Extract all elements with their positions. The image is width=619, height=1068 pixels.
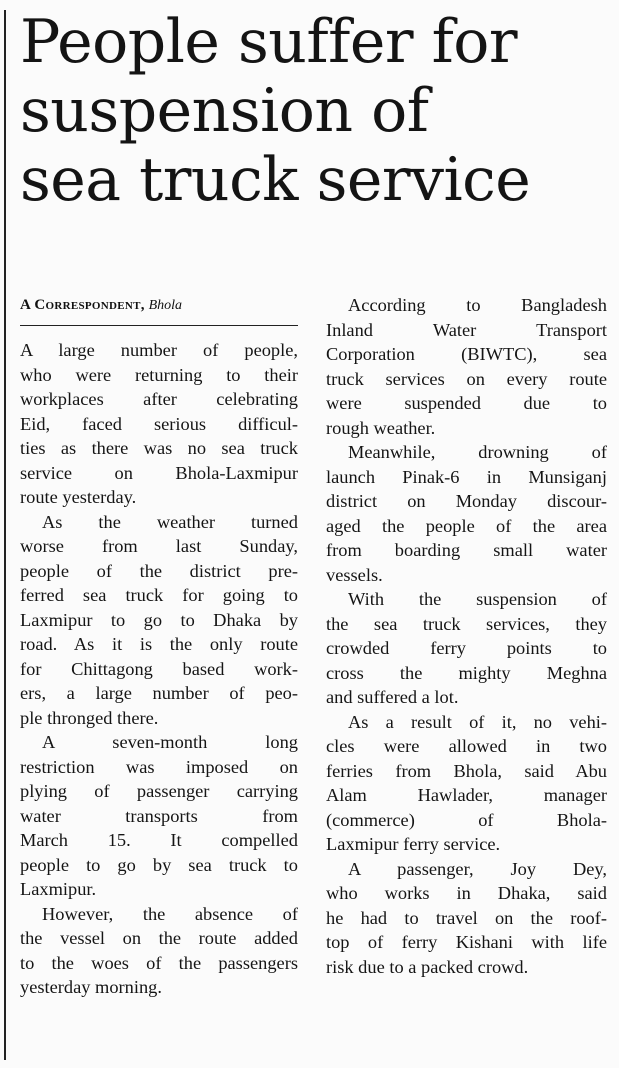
- article-text-line: cles were allowed in two: [326, 736, 607, 756]
- article-text-line: service on Bhola-Laxmipur: [20, 462, 298, 483]
- article-text-line: risk due to a packed crowd.: [326, 956, 529, 977]
- article-text-line: A large number of people,: [20, 340, 298, 360]
- article-text-line: aged the people of the area: [326, 515, 607, 536]
- article-text-line: and suffered a lot.: [326, 687, 459, 707]
- headline-line: suspension of: [20, 76, 429, 146]
- byline-name: A Correspondent,: [20, 297, 145, 313]
- article-text-line: As a result of it, no vehi-: [348, 711, 607, 732]
- article-text-line: Corporation (BIWTC), sea: [326, 344, 607, 364]
- article-text-line: ties as there was no sea truck: [20, 438, 298, 458]
- article-text-line: ple thronged there.: [20, 707, 159, 728]
- article-text-line: restriction was imposed on: [20, 756, 298, 777]
- article-text-line: ferries from Bhola, said Abu: [326, 760, 607, 781]
- article-text-line: ers, a large number of peo-: [20, 683, 298, 703]
- article-text-line: A seven-month long: [42, 732, 298, 752]
- article-text-line: who were returning to their: [20, 364, 298, 385]
- article-text-line: water transports from: [20, 805, 298, 826]
- article-text-line: from boarding small water: [326, 540, 607, 560]
- article-text-line: According to Bangladesh: [348, 295, 607, 315]
- article-text-line: district on Monday discour-: [326, 491, 607, 511]
- byline-place: Bhola: [148, 298, 183, 313]
- article-text-line: Meanwhile, drowning of: [348, 442, 607, 462]
- byline: [20, 295, 298, 316]
- article-text-line: However, the absence of: [42, 903, 298, 924]
- column-border-rule: [4, 10, 6, 1060]
- article-text-line: worse from last Sunday,: [20, 536, 298, 556]
- article-headline: [20, 8, 615, 215]
- article-text-line: he had to travel on the roof-: [326, 907, 607, 928]
- headline-line: People suffer for: [20, 7, 518, 77]
- article-text-line: Alam Hawlader, manager: [326, 785, 607, 805]
- article-text-line: Laxmipur ferry service.: [326, 834, 501, 854]
- byline-divider: [20, 325, 298, 326]
- article-text-line: Laxmipur.: [20, 879, 97, 899]
- article-text-line: launch Pinak-6 in Munsiganj: [326, 466, 607, 487]
- article-text-line: to the woes of the passengers: [20, 952, 298, 973]
- article-text-line: Eid, faced serious difficul-: [20, 413, 298, 434]
- headline-line: sea truck service: [20, 145, 531, 215]
- article-text-line: vessels.: [326, 564, 383, 585]
- article-text-line: (commerce) of Bhola-: [326, 809, 607, 830]
- article-text-line: ferred sea truck for going to: [20, 585, 298, 605]
- article-text-line: rough weather.: [326, 417, 436, 438]
- article-text-line: for Chittagong based work-: [20, 658, 298, 679]
- article-text-line: road. As it is the only route: [20, 634, 298, 654]
- article-column-right: [326, 293, 607, 979]
- article-text-line: A passenger, Joy Dey,: [348, 858, 607, 879]
- article-text-line: cross the mighty Meghna: [326, 662, 607, 683]
- article-text-line: the vessel on the route added: [20, 928, 298, 948]
- article-text-line: were suspended due to: [326, 393, 607, 413]
- article-column-left: [20, 338, 298, 1000]
- article-text-line: top of ferry Kishani with life: [326, 932, 607, 952]
- article-text-line: Inland Water Transport: [326, 319, 607, 340]
- article-text-line: With the suspension of: [348, 589, 607, 609]
- article-text-line: yesterday morning.: [20, 977, 162, 997]
- article-text-line: plying of passenger carrying: [20, 781, 298, 801]
- article-text-line: workplaces after celebrating: [20, 389, 298, 409]
- article-text-line: truck services on every route: [326, 368, 607, 389]
- article-text-line: crowded ferry points to: [326, 638, 607, 658]
- article-text-line: people of the district pre-: [20, 560, 298, 581]
- article-text-line: route yesterday.: [20, 487, 137, 507]
- article-text-line: March 15. It compelled: [20, 830, 298, 850]
- article-text-line: As the weather turned: [42, 511, 298, 532]
- article-text-line: the sea truck services, they: [326, 613, 607, 634]
- article-text-line: who works in Dhaka, said: [326, 883, 607, 903]
- article-text-line: people to go by sea truck to: [20, 854, 298, 875]
- article-text-line: Laxmipur to go to Dhaka by: [20, 609, 298, 630]
